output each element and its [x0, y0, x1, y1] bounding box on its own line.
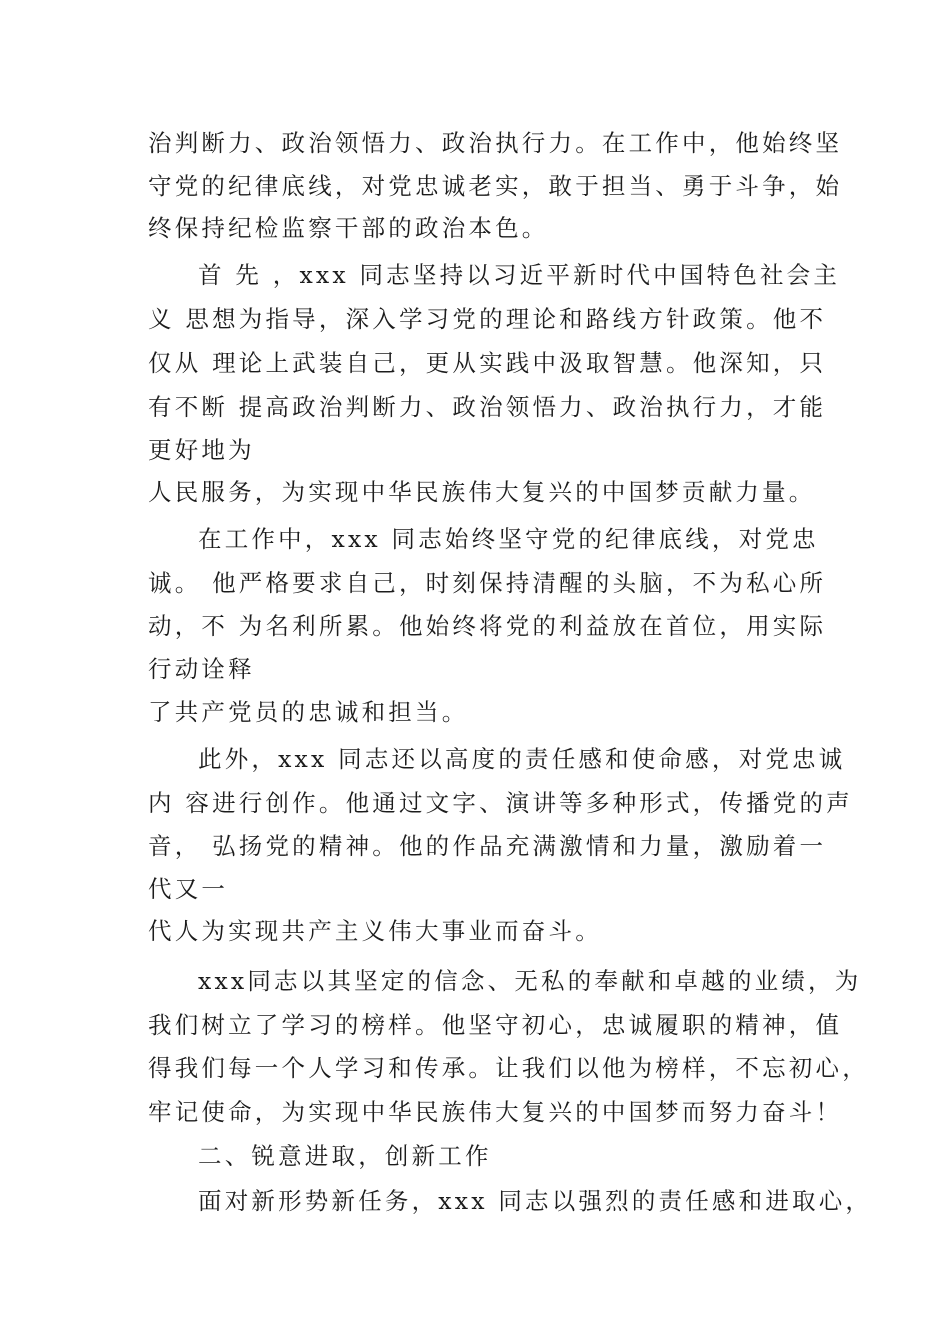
- text-line: 守党的纪律底线，对党忠诚老实，敢于担当、勇于斗争，始: [148, 172, 843, 200]
- text-line: 终保持纪检监察干部的政治本色。: [148, 214, 549, 242]
- paragraph-first-line: 首 先 ，xxx 同志坚持以习近平新时代中国特色社会主: [198, 261, 841, 289]
- text-line: 行动诠释: [148, 655, 255, 683]
- text-line: 内 容进行创作。他通过文字、演讲等多种形式，传播党的声: [148, 789, 853, 817]
- text-line: 仅从 理论上武装自己，更从实践中汲取智慧。他深知，只: [148, 349, 827, 377]
- paragraph-first-line: 面对新形势新任务，xxx 同志以强烈的责任感和进取心，: [198, 1187, 873, 1215]
- text-line: 代又一: [148, 875, 229, 903]
- text-line: 动，不 为名利所累。他始终将党的利益放在首位，用实际: [148, 612, 827, 640]
- text-line: 我们树立了学习的榜样。他坚守初心，忠诚履职的精神，值: [148, 1011, 843, 1039]
- text-line: 音， 弘扬党的精神。他的作品充满激情和力量，激励着一: [148, 832, 827, 860]
- text-line: 得我们每一个人学习和传承。让我们以他为榜样，不忘初心，: [148, 1054, 869, 1082]
- section-heading: 二、锐意进取，创新工作: [198, 1142, 492, 1170]
- text-line: 代人为实现共产主义伟大事业而奋斗。: [148, 917, 602, 945]
- text-line: 义 思想为指导，深入学习党的理论和路线方针政策。他不: [148, 305, 827, 333]
- paragraph-first-line: xxx同志以其坚定的信念、无私的奉献和卓越的业绩，为: [198, 967, 862, 995]
- paragraph-first-line: 此外，xxx 同志还以高度的责任感和使命感，对党忠诚: [198, 745, 846, 773]
- text-line: 牢记使命，为实现中华民族伟大复兴的中国梦而努力奋斗！: [148, 1098, 843, 1126]
- text-line: 了共产党员的忠诚和担当。: [148, 698, 469, 726]
- text-line: 诚。 他严格要求自己，时刻保持清醒的头脑，不为私心所: [148, 569, 827, 597]
- text-line: 人民服务，为实现中华民族伟大复兴的中国梦贡献力量。: [148, 478, 816, 506]
- text-line: 有不断 提高政治判断力、政治领悟力、政治执行力，才能: [148, 393, 827, 421]
- text-line: 治判断力、政治领悟力、政治执行力。在工作中，他始终坚: [148, 129, 843, 157]
- text-line: 更好地为: [148, 436, 255, 464]
- paragraph-first-line: 在工作中，xxx 同志始终坚守党的纪律底线，对党忠: [198, 525, 819, 553]
